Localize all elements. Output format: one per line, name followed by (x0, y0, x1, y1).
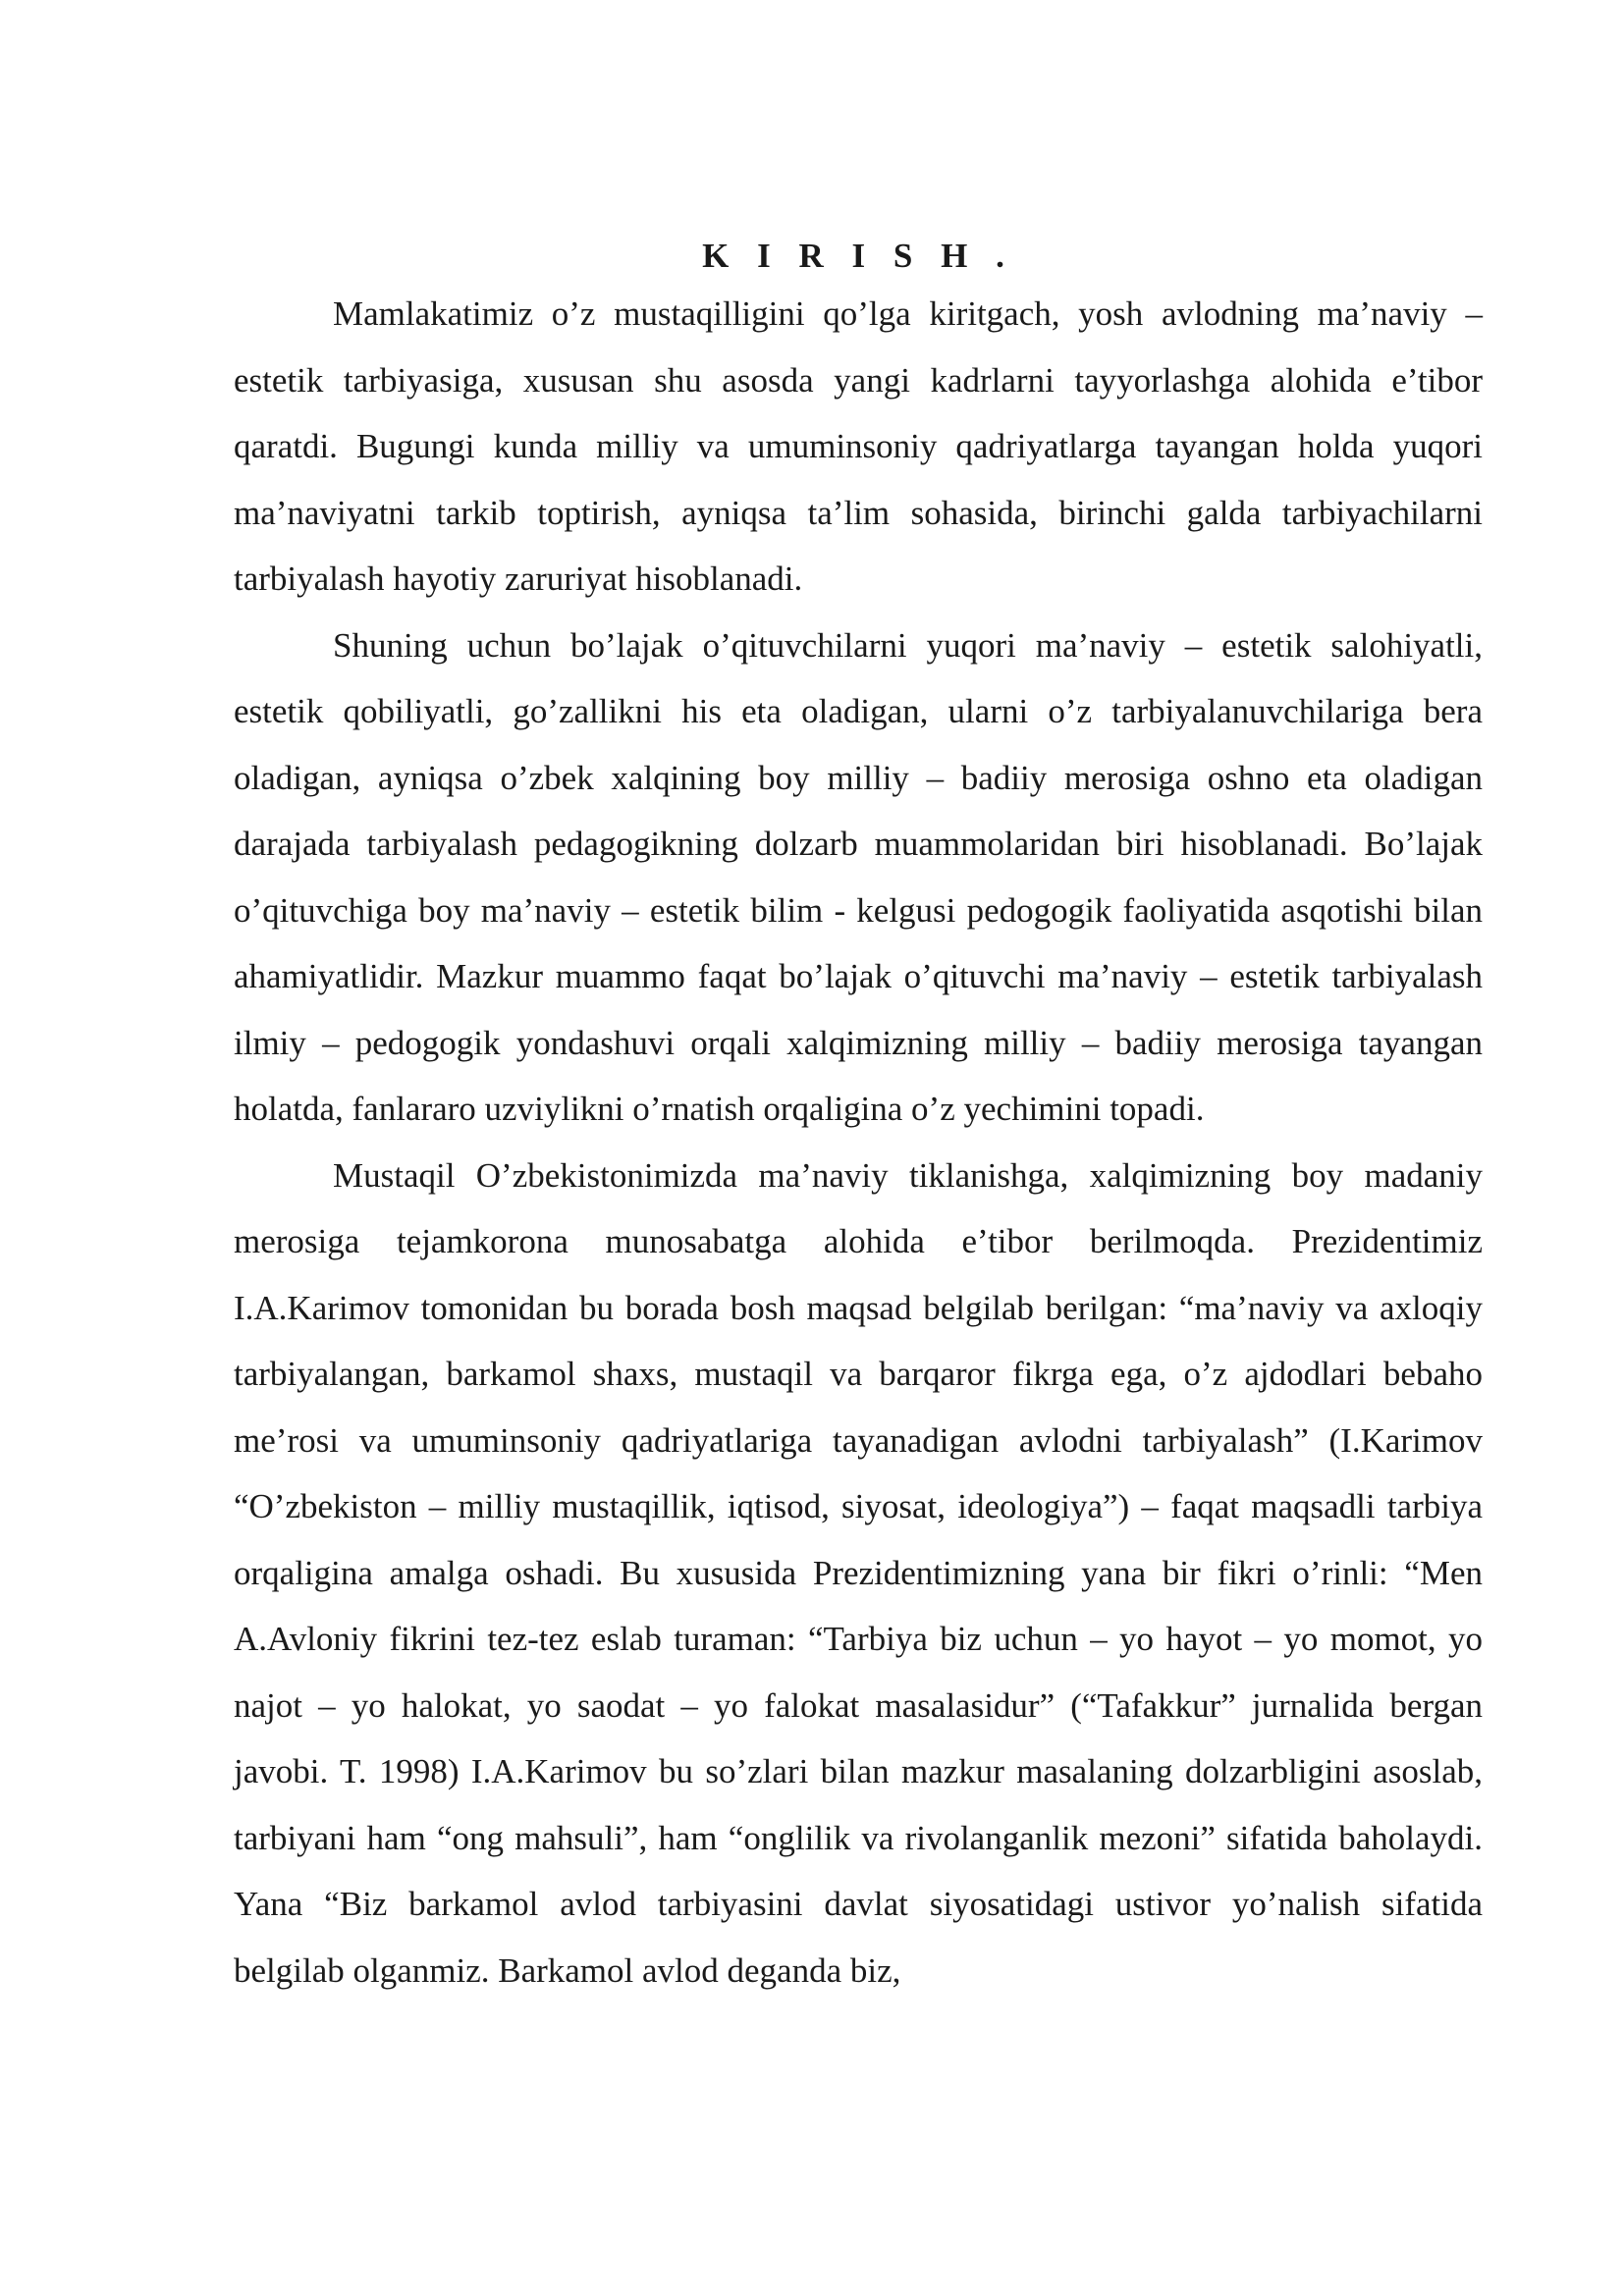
document-page (234, 232, 1483, 2003)
page-title: K I R I S H . (702, 237, 1014, 275)
paragraph-2: Shuning uchun bo’lajak o’qituvchilarni yuqori ma’naviy – estetik salohiyatli, estetik qobiliyatli, go’zallikni his eta oladigan, ularni o’z tarbiyalanuvchilariga bera oladigan, ayniqsa o’zbek xalqining boy milliy – badiiy merosiga oshno eta oladigan darajada tarbiyalash pedagogikning dolzarb muammolaridan biri hisoblanadi. Bo’lajak o’qituvchiga boy ma’naviy – estetik bilim - kelgusi pedogogik faoliyatida asqotishi bilan ahamiyatlidir. Mazkur muammo faqat bo’lajak o’qituvchi ma’naviy – estetik tarbiyalash ilmiy – pedogogik yondashuvi orqali xalqimizning milliy – badiiy merosiga tayangan holatda, fanlararo uzviylikni o’rnatish orqaligina o’z yechimini topadi. (234, 625, 1483, 1128)
paragraph-1: Mamlakatimiz o’z mustaqilligini qo’lga kiritgach, yosh avlodning ma’naviy – estetik tarbiyasiga, xususan shu asosda yangi kadrlarni tayyorlashga alohida e’tibor qaratdi. Bugungi kunda milliy va umuminsoniy qadriyatlarga tayangan holda yuqori ma’naviyatni tarkib toptirish, ayniqsa ta’lim sohasida, birinchi galda tarbiyachilarni tarbiyalash hayotiy zaruriyat hisoblanadi. (234, 294, 1483, 598)
paragraph-3: Mustaqil O’zbekistonimizda ma’naviy tiklanishga, xalqimizning boy madaniy merosiga tejamkorona munosabatga alohida e’tibor berilmoqda. Prezidentimiz I.A.Karimov tomonidan bu borada bosh maqsad belgilab berilgan: “ma’naviy va axloqiy tarbiyalangan, barkamol shaxs, mustaqil va barqaror fikrga ega, o’z ajdodlari bebaho me’rosi va umuminsoniy qadriyatlariga tayanadigan avlodni tarbiyalash” (I.Karimov “O’zbekiston – milliy mustaqillik, iqtisod, siyosat, ideologiya”) – faqat maqsadli tarbiya orqaligina amalga oshadi. Bu xususida Prezidentimizning yana bir fikri o’rinli: “Men A.Avloniy fikrini tez-tez eslab turaman: “Tarbiya biz uchun – yo hayot – yo momot, yo najot – yo halokat, yo saodat – yo falokat masalasidur” (“Tafakkur” jurnalida bergan javobi. T. 1998) I.A.Karimov bu so’zlari bilan mazkur masalaning dolzarbligini asoslab, tarbiyani ham “ong mahsuli”, ham “onglilik va rivolanganlik mezoni” sifatida baholaydi. Yana “Biz barkamol avlod tarbiyasini davlat siyosatidagi ustivor yo’nalish sifatida belgilab olganmiz. Barkamol avlod deganda biz, (234, 1155, 1483, 1990)
